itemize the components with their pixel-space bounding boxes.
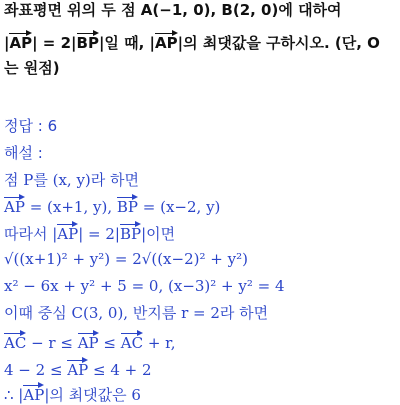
solution-line-4: √((x+1)² + y²) = 2√((x−2)² + y²)	[4, 250, 248, 268]
solution-line-1: 점 P를 (x, y)라 하면	[4, 171, 140, 189]
vector-ac: AC	[4, 330, 26, 353]
vector-ap: AP	[67, 357, 88, 380]
vector-ap: AP	[78, 330, 99, 353]
problem-line-2-part: |	[4, 34, 10, 52]
vector-ap: AP	[23, 382, 44, 405]
solution-line-2	[4, 194, 220, 217]
solution-line-3-part: |이면	[141, 225, 176, 243]
solution-line-7-part: − r ≤	[26, 334, 78, 352]
solution-line-9	[4, 382, 141, 405]
solution-line-7	[4, 330, 175, 353]
solution-line-8-part: ≤ 4 + 2	[88, 361, 152, 379]
vector-ap: AP	[155, 30, 178, 53]
solution-line-3-part: | = 2|	[78, 225, 120, 243]
vector-bp: BP	[77, 30, 99, 53]
solution-line-2-part: = (x−2, y)	[138, 198, 221, 216]
solution-line-5: x² − 6x + y² + 5 = 0, (x−3)² + y² = 4	[4, 277, 285, 295]
vector-bp: BP	[117, 194, 138, 217]
vector-ap: AP	[57, 221, 78, 244]
solution-line-6: 이때 중심 C(3, 0), 반지름 r = 2라 하면	[4, 304, 269, 322]
problem-line-1: 좌표평면 위의 두 점 A(−1, 0), B(2, 0)에 대하여	[4, 1, 342, 19]
solution-line-8-part: 4 − 2 ≤	[4, 361, 68, 379]
solution-line-9-part: ∴ |	[4, 386, 24, 404]
vector-ap: AP	[9, 30, 32, 53]
solution-line-9-part: |의 최댓값은 6	[44, 386, 141, 404]
problem-line-2-part: |의 최댓값을 구하시오. (단, O	[177, 34, 380, 52]
solution-line-8	[4, 357, 152, 380]
vector-ap: AP	[4, 194, 25, 217]
solution-line-3-part: 따라서 |	[4, 225, 58, 243]
solution-line-3	[4, 221, 175, 244]
problem-line-3: 는 원점)	[4, 59, 60, 77]
solution-line-7-part: + r,	[143, 334, 176, 352]
problem-line-2-part: |일 때, |	[98, 34, 156, 52]
explanation-heading: 해설 :	[4, 144, 43, 162]
vector-bp: BP	[120, 221, 141, 244]
solution-line-7-part: ≤	[98, 334, 121, 352]
solution-line-2-part: = (x+1, y),	[24, 198, 117, 216]
problem-line-2	[4, 30, 380, 53]
problem-line-2-part: | = 2|	[32, 34, 77, 52]
vector-ac: AC	[121, 330, 143, 353]
answer-line: 정답 : 6	[4, 117, 58, 135]
